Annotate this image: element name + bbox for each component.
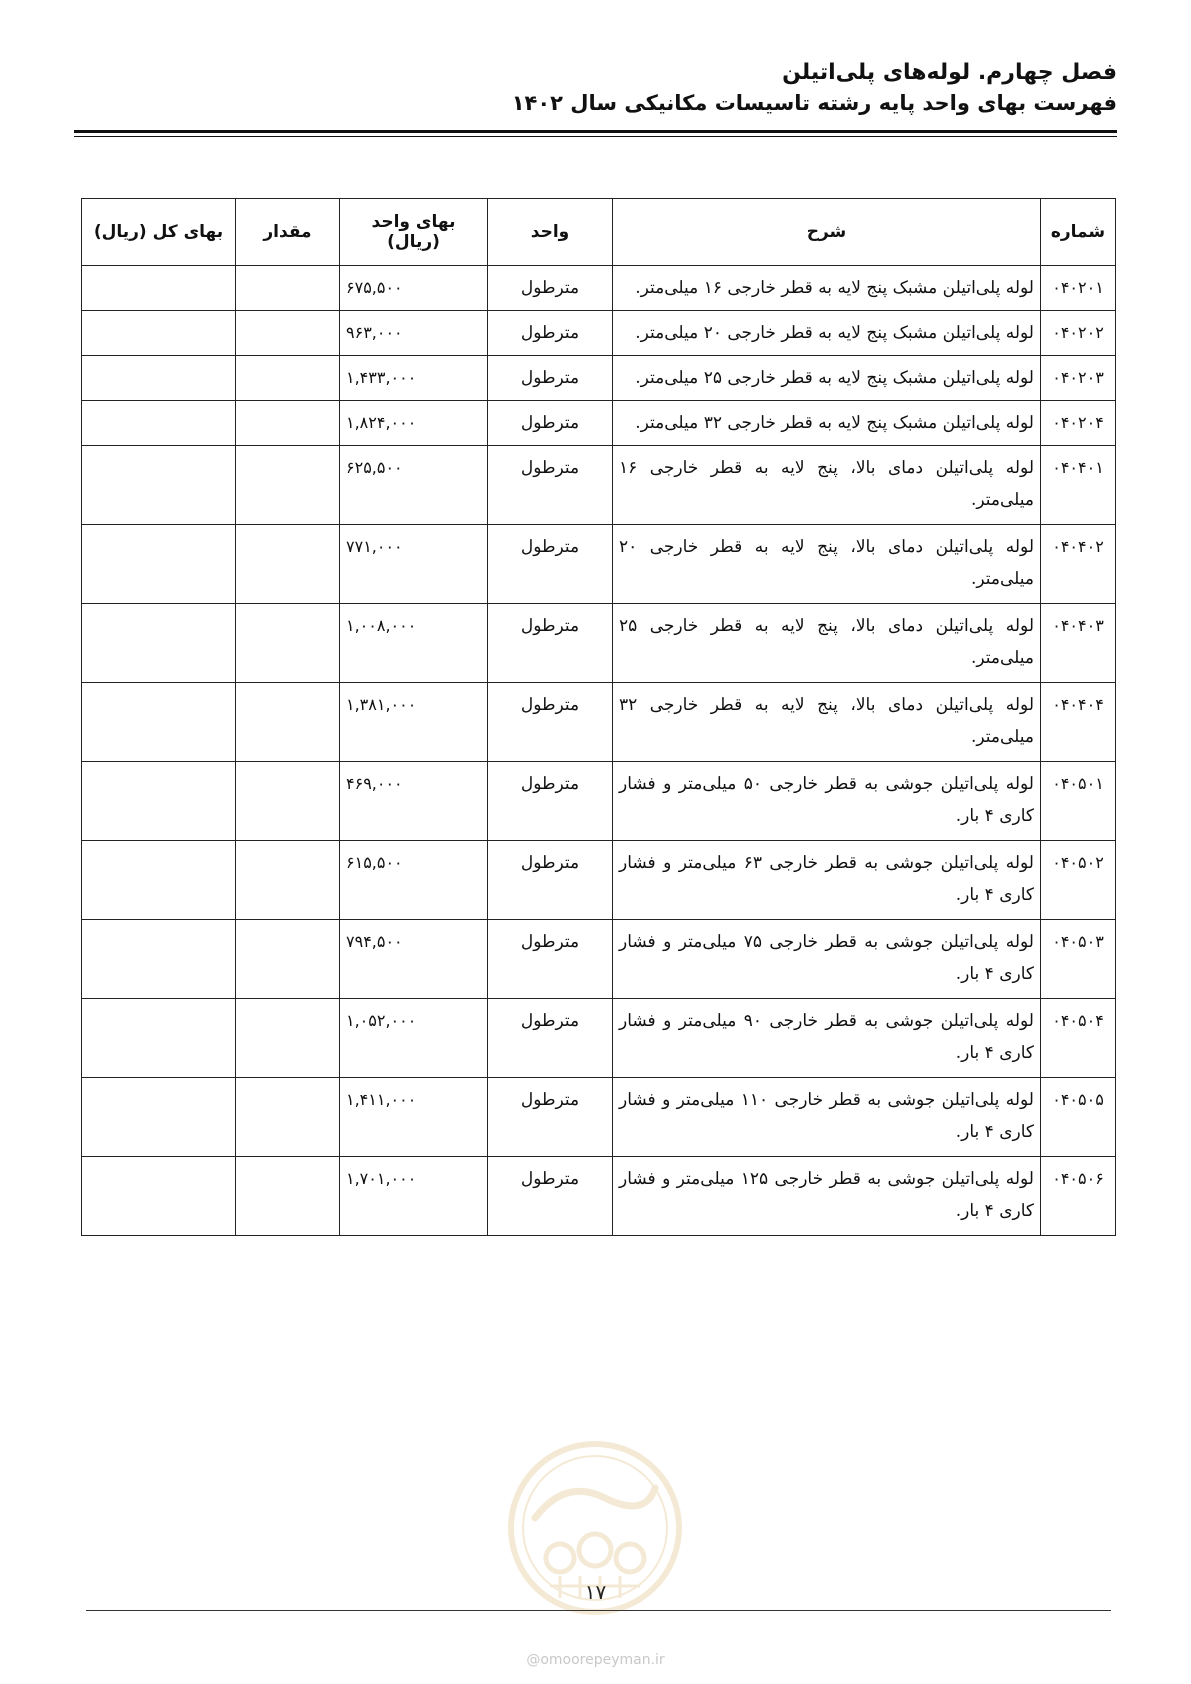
item-qty — [236, 1078, 340, 1157]
header-rule-thin — [74, 136, 1117, 137]
item-total — [82, 311, 236, 356]
item-total — [82, 401, 236, 446]
item-qty — [236, 683, 340, 762]
col-header-total: بهای کل (ریال) — [82, 199, 236, 266]
col-header-unit: واحد — [488, 199, 613, 266]
item-qty — [236, 762, 340, 841]
item-unit-price: ۱,۴۱۱,۰۰۰ — [340, 1078, 488, 1157]
item-total — [82, 762, 236, 841]
item-unit-price: ۷۹۴,۵۰۰ — [340, 920, 488, 999]
item-unit-price: ۶۲۵,۵۰۰ — [340, 446, 488, 525]
item-total — [82, 1157, 236, 1236]
item-qty — [236, 401, 340, 446]
item-unit-price: ۱,۸۲۴,۰۰۰ — [340, 401, 488, 446]
table-row — [82, 683, 1116, 762]
item-total — [82, 999, 236, 1078]
price-table — [81, 198, 1116, 1236]
item-unit: مترطول — [488, 762, 613, 841]
item-total — [82, 266, 236, 311]
item-code: ۰۴۰۲۰۲ — [1041, 311, 1116, 356]
item-unit-price: ۶۱۵,۵۰۰ — [340, 841, 488, 920]
table-row — [82, 1157, 1116, 1236]
item-description: لوله پلی‌اتیلن دمای بالا، پنج لایه به قطر خارجی ۲۵ میلی‌متر. — [613, 604, 1041, 683]
table-row — [82, 401, 1116, 446]
table-row — [82, 311, 1116, 356]
table-row — [82, 920, 1116, 999]
item-unit: مترطول — [488, 1078, 613, 1157]
header-rule-thick — [74, 130, 1117, 133]
item-description: لوله پلی‌اتیلن مشبک پنج لایه به قطر خارجی ۲۰ میلی‌متر. — [613, 311, 1041, 356]
item-code: ۰۴۰۵۰۲ — [1041, 841, 1116, 920]
item-unit: مترطول — [488, 446, 613, 525]
item-qty — [236, 604, 340, 683]
table-row — [82, 525, 1116, 604]
chapter-title: فصل چهارم. لوله‌های پلی‌اتیلن — [782, 60, 1117, 85]
page-header — [74, 58, 1117, 118]
item-description: لوله پلی‌اتیلن جوشی به قطر خارجی ۹۰ میلی‌متر و فشار کاری ۴ بار. — [613, 999, 1041, 1078]
item-description: لوله پلی‌اتیلن جوشی به قطر خارجی ۱۱۰ میلی‌متر و فشار کاری ۴ بار. — [613, 1078, 1041, 1157]
table-header-row — [82, 199, 1116, 266]
item-code: ۰۴۰۴۰۴ — [1041, 683, 1116, 762]
item-qty — [236, 266, 340, 311]
item-description: لوله پلی‌اتیلن مشبک پنج لایه به قطر خارجی ۲۵ میلی‌متر. — [613, 356, 1041, 401]
item-description: لوله پلی‌اتیلن دمای بالا، پنج لایه به قطر خارجی ۱۶ میلی‌متر. — [613, 446, 1041, 525]
item-unit-price: ۱,۰۰۸,۰۰۰ — [340, 604, 488, 683]
item-qty — [236, 841, 340, 920]
item-description: لوله پلی‌اتیلن جوشی به قطر خارجی ۱۲۵ میلی‌متر و فشار کاری ۴ بار. — [613, 1157, 1041, 1236]
item-qty — [236, 311, 340, 356]
item-unit: مترطول — [488, 525, 613, 604]
item-unit: مترطول — [488, 311, 613, 356]
item-unit: مترطول — [488, 683, 613, 762]
item-code: ۰۴۰۵۰۱ — [1041, 762, 1116, 841]
item-code: ۰۴۰۲۰۱ — [1041, 266, 1116, 311]
item-code: ۰۴۰۴۰۳ — [1041, 604, 1116, 683]
col-header-unit-price: بهای واحد (ریال) — [340, 199, 488, 266]
col-header-desc: شرح — [613, 199, 1041, 266]
item-description: لوله پلی‌اتیلن جوشی به قطر خارجی ۵۰ میلی‌متر و فشار کاری ۴ بار. — [613, 762, 1041, 841]
item-code: ۰۴۰۲۰۴ — [1041, 401, 1116, 446]
item-unit-price: ۶۷۵,۵۰۰ — [340, 266, 488, 311]
item-total — [82, 604, 236, 683]
col-header-qty: مقدار — [236, 199, 340, 266]
table-row — [82, 762, 1116, 841]
item-qty — [236, 356, 340, 401]
table-row — [82, 356, 1116, 401]
item-code: ۰۴۰۴۰۲ — [1041, 525, 1116, 604]
item-unit-price: ۹۶۳,۰۰۰ — [340, 311, 488, 356]
item-unit-price: ۱,۷۰۱,۰۰۰ — [340, 1157, 488, 1236]
item-unit: مترطول — [488, 1157, 613, 1236]
item-code: ۰۴۰۴۰۱ — [1041, 446, 1116, 525]
item-unit: مترطول — [488, 356, 613, 401]
item-description: لوله پلی‌اتیلن مشبک پنج لایه به قطر خارجی ۱۶ میلی‌متر. — [613, 266, 1041, 311]
item-total — [82, 841, 236, 920]
item-unit: مترطول — [488, 999, 613, 1078]
table-row — [82, 841, 1116, 920]
item-unit: مترطول — [488, 401, 613, 446]
item-total — [82, 446, 236, 525]
document-subtitle: فهرست بهای واحد پایه رشته تاسیسات مکانیکی سال ۱۴۰۲ — [511, 91, 1117, 115]
item-unit-price: ۱,۴۳۳,۰۰۰ — [340, 356, 488, 401]
item-total — [82, 920, 236, 999]
item-code: ۰۴۰۵۰۶ — [1041, 1157, 1116, 1236]
table-row — [82, 999, 1116, 1078]
col-header-code: شماره — [1041, 199, 1116, 266]
item-qty — [236, 999, 340, 1078]
item-qty — [236, 1157, 340, 1236]
item-description: لوله پلی‌اتیلن دمای بالا، پنج لایه به قطر خارجی ۲۰ میلی‌متر. — [613, 525, 1041, 604]
item-qty — [236, 525, 340, 604]
item-code: ۰۴۰۵۰۴ — [1041, 999, 1116, 1078]
item-code: ۰۴۰۲۰۳ — [1041, 356, 1116, 401]
item-unit: مترطول — [488, 266, 613, 311]
item-description: لوله پلی‌اتیلن دمای بالا، پنج لایه به قطر خارجی ۳۲ میلی‌متر. — [613, 683, 1041, 762]
table-row — [82, 266, 1116, 311]
item-unit-price: ۴۶۹,۰۰۰ — [340, 762, 488, 841]
table-row — [82, 604, 1116, 683]
item-unit: مترطول — [488, 841, 613, 920]
item-unit: مترطول — [488, 920, 613, 999]
item-code: ۰۴۰۵۰۵ — [1041, 1078, 1116, 1157]
item-code: ۰۴۰۵۰۳ — [1041, 920, 1116, 999]
item-unit-price: ۱,۰۵۲,۰۰۰ — [340, 999, 488, 1078]
item-description: لوله پلی‌اتیلن مشبک پنج لایه به قطر خارجی ۳۲ میلی‌متر. — [613, 401, 1041, 446]
item-total — [82, 683, 236, 762]
item-total — [82, 356, 236, 401]
item-qty — [236, 920, 340, 999]
item-description: لوله پلی‌اتیلن جوشی به قطر خارجی ۷۵ میلی‌متر و فشار کاری ۴ بار. — [613, 920, 1041, 999]
table-row — [82, 446, 1116, 525]
item-description: لوله پلی‌اتیلن جوشی به قطر خارجی ۶۳ میلی‌متر و فشار کاری ۴ بار. — [613, 841, 1041, 920]
item-unit: مترطول — [488, 604, 613, 683]
item-qty — [236, 446, 340, 525]
item-total — [82, 1078, 236, 1157]
page-number: ۱۷ — [584, 1580, 607, 1604]
item-unit-price: ۷۷۱,۰۰۰ — [340, 525, 488, 604]
watermark-site: @omoorepeyman.ir — [526, 1652, 665, 1668]
item-unit-price: ۱,۳۸۱,۰۰۰ — [340, 683, 488, 762]
item-total — [82, 525, 236, 604]
table-row — [82, 1078, 1116, 1157]
footer-rule — [86, 1610, 1111, 1611]
